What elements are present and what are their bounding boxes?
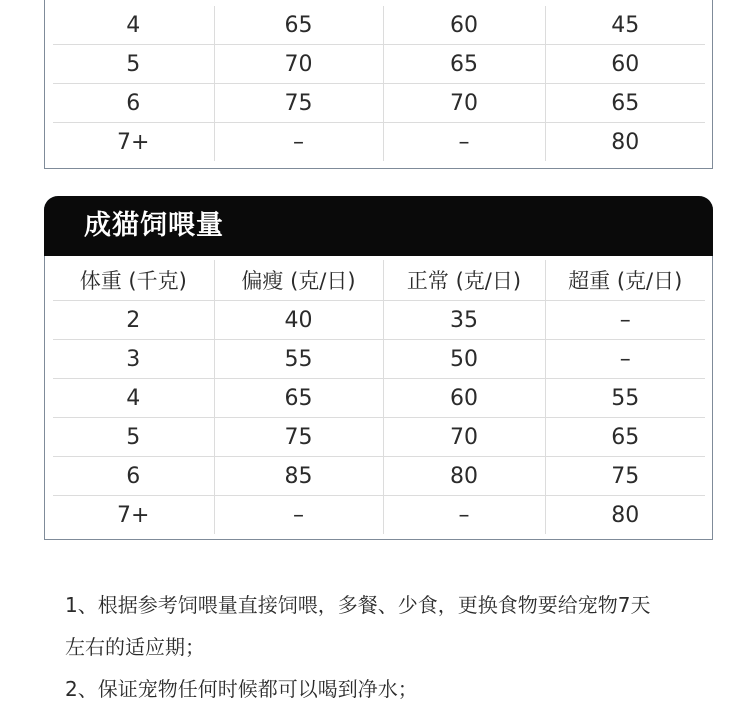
previous-feeding-table-card xyxy=(44,0,713,169)
table-cell: 5 xyxy=(53,418,214,457)
table-cell: 2 xyxy=(53,301,214,340)
table-cell: 65 xyxy=(545,84,705,123)
table-cell: 55 xyxy=(545,379,705,418)
table-cell: 60 xyxy=(383,6,545,45)
table-cell: 70 xyxy=(383,84,545,123)
table-cell: 70 xyxy=(214,45,383,84)
adult-cat-feeding-card xyxy=(44,196,713,540)
table-row xyxy=(53,84,705,123)
table-cell: 65 xyxy=(214,6,383,45)
table-cell: 7+ xyxy=(117,129,150,155)
table-cell: 60 xyxy=(383,379,545,418)
table-cell: 60 xyxy=(545,45,705,84)
table-cell: – xyxy=(383,123,545,162)
table-cell: 65 xyxy=(383,45,545,84)
table-row xyxy=(53,496,705,535)
table-row xyxy=(53,123,705,162)
table-row xyxy=(53,45,705,84)
table-cell: – xyxy=(383,496,545,535)
adult-feeding-table xyxy=(53,260,705,534)
table-row xyxy=(53,457,705,496)
previous-feeding-table xyxy=(53,6,705,161)
table-cell: – xyxy=(214,496,383,535)
section-title: 成猫饲喂量 xyxy=(84,210,224,241)
table-cell: 65 xyxy=(545,418,705,457)
table-cell: 6 xyxy=(53,84,214,123)
table-cell: 45 xyxy=(545,6,705,45)
column-header-overweight: 超重 (克/日) xyxy=(545,260,705,301)
table-row xyxy=(53,418,705,457)
note-line: 左右的适应期； xyxy=(65,635,205,659)
table-row xyxy=(53,379,705,418)
table-cell: 70 xyxy=(383,418,545,457)
table-cell: 40 xyxy=(214,301,383,340)
table-cell: 4 xyxy=(53,379,214,418)
section-header xyxy=(44,196,713,256)
table-cell: 7+ xyxy=(117,502,150,528)
table-cell: 75 xyxy=(214,418,383,457)
table-cell: 4 xyxy=(53,6,214,45)
feeding-notes xyxy=(65,584,725,710)
table-cell: – xyxy=(214,123,383,162)
note-line: 2、保证宠物任何时候都可以喝到净水； xyxy=(65,677,418,701)
table-cell: 35 xyxy=(383,301,545,340)
column-header-underweight: 偏瘦 (克/日) xyxy=(214,260,383,301)
table-cell: 75 xyxy=(214,84,383,123)
table-cell: – xyxy=(545,340,705,379)
note-line: 1、根据参考饲喂量直接饲喂，多餐、少食，更换食物要给宠物7天 xyxy=(65,593,651,617)
table-cell: 65 xyxy=(214,379,383,418)
table-cell: 85 xyxy=(214,457,383,496)
table-cell: 5 xyxy=(53,45,214,84)
table-row xyxy=(53,6,705,45)
table-row xyxy=(53,301,705,340)
table-cell: 3 xyxy=(53,340,214,379)
table-cell: 55 xyxy=(214,340,383,379)
table-cell: 50 xyxy=(383,340,545,379)
table-cell: 75 xyxy=(545,457,705,496)
column-header-normal: 正常 (克/日) xyxy=(383,260,545,301)
table-row xyxy=(53,340,705,379)
table-cell: 6 xyxy=(53,457,214,496)
table-header-row xyxy=(53,260,705,301)
column-header-weight: 体重 (千克) xyxy=(53,260,214,301)
table-cell: – xyxy=(545,301,705,340)
table-cell: 80 xyxy=(545,496,705,535)
table-cell: 80 xyxy=(383,457,545,496)
table-cell: 80 xyxy=(545,123,705,162)
